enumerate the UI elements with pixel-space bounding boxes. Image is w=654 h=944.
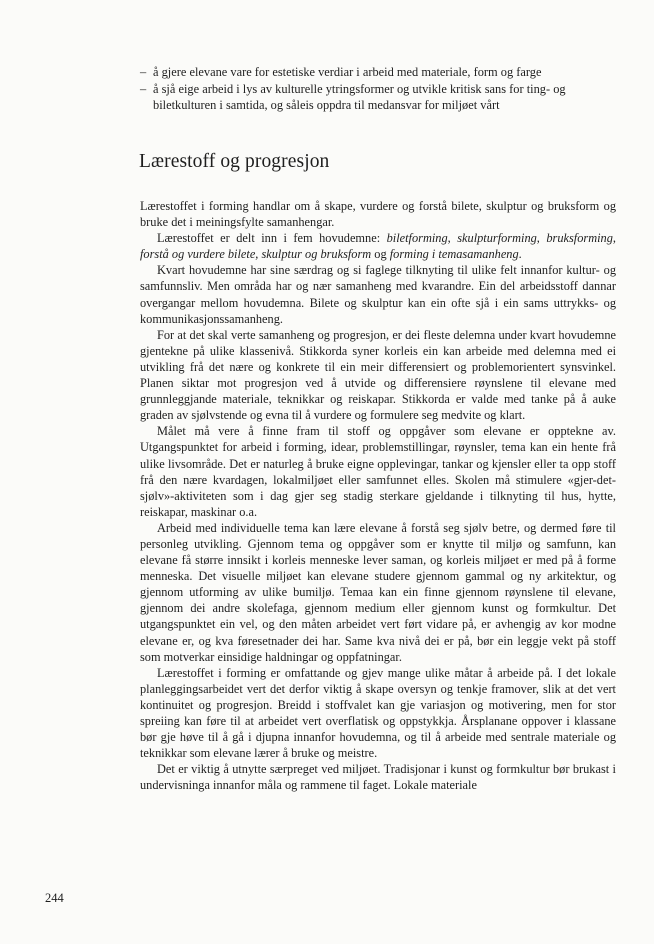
topic-name: biletforming xyxy=(386,231,448,246)
separator: , xyxy=(612,231,616,246)
paragraph xyxy=(140,230,616,262)
bullet-dash: – xyxy=(140,65,147,79)
paragraph: Det er viktig å utnytte særpreget ved miljøet. Tradisjonar i kunst og formkultur bør brukast i undervisninga innanfor måla og rammene til faget. Lokale materiale xyxy=(140,762,616,793)
topic-name: skulpturforming xyxy=(457,231,537,246)
topic-name: forstå og vurdere bilete, skulptur og bruksform xyxy=(140,247,372,262)
paragraph: Lærestoffet i forming er omfattande og gjev mange ulike måtar å arbeide på. I det lokale planleggingsarbeidet vert det derfor viktig å skape oversyn og tenkje framover, slik at det vert kontinuitet og progresjon. Breidd i stoffvalet kan gje variasjon og motivering, men for stor spreiing kan føre til at arbeidet vert overflatisk og oppstykkja. Årsplanane oppover i klassane bør gje høve til å gå i djupna innanfor hovudemna, og til å arbeide med sentrale materiale og teknikkar som elevane lærer å bruke og meistre. xyxy=(140,665,616,761)
bullet-dash: – xyxy=(140,81,147,96)
paragraph: For at det skal verte samanheng og progresjon, er dei fleste delemna under kvart hovudemne gjentekne på ulike klassenivå. Stikkorda syner korleis ein kan arbeide med delemna med ei utvikling frå det nære og konkrete til ein meir differensiert og problemorientert synsvinkel. Planen siktar mot progresjon ved å utvide og differensiere røynslene til elevane med grunnleggjande materiale, teknikkar og reiskapar. Stikkorda er valde med tanke på å auke graden av sjølvstende og evna til å vurdere og formulere seg medvite og klart. xyxy=(140,327,616,423)
list-item xyxy=(140,81,615,114)
topic-name: forming i temasamanheng xyxy=(389,247,519,262)
separator: og xyxy=(371,247,390,262)
paragraph-text: Lærestoffet er delt inn i fem hovudemne: xyxy=(157,231,387,246)
paragraph: Målet må vere å finne fram til stoff og oppgåver som elevane er opptekne av. Utgangspunktet for arbeid i forming, idear, problemstillingar, røynsler, tema kan ein hente frå ulike livsområde. Det er naturleg å bruke eigne opplevingar, tankar og kjensler eller ta opp stoff frå den nære kvardagen, lokalmiljøet eller samfunnet elles. Skolen må stimulere «gjer-det-sjølv»-aktiviteten som i dag gjer seg stadig sterkare gjeldande i tilknyting til hus, hytte, reiskapar, maskinar o.a. xyxy=(140,424,616,519)
list-item-text: å sjå eige arbeid i lys av kulturelle ytringsformer og utvikle kritisk sans for ting- og biletkulturen i samtida, og såleis oppdra til medansvar for miljøet vårt xyxy=(153,81,566,113)
section-body xyxy=(140,198,616,793)
paragraph: Lærestoffet i forming handlar om å skape, vurdere og forstå bilete, skulptur og bruksform og bruke det i meiningsfylte samanhengar. xyxy=(140,199,616,230)
goal-list xyxy=(140,64,615,114)
list-item-text: å gjere elevane vare for estetiske verdiar i arbeid med materiale, form og farge xyxy=(153,65,542,79)
list-item xyxy=(140,64,615,81)
paragraph: Arbeid med individuelle tema kan lære elevane å forstå seg sjølv betre, og dermed føre til personleg utvikling. Gjennom tema og oppgåver som er knytte til miljø og samfunn, kan elevane få større innsikt i korleis menneske lever saman, og korleis miljøet er med på å forme menneska. Det visuelle miljøet kan elevane studere gjennom gammal og ny arkitektur, og gjennom utforming av ulike bumiljø. Temaa kan ein finne gjennom røynslene til elevane, gjennom dei andre skolefaga, gjennom medium eller gjennom kunst og formkultur. Det utgangspunktet ein vel, og den måten arbeidet vert ført vidare på, er avhengig av kor modne elevane er, og kva føresetnader dei har. Same kva nivå dei er på, bør ein leggje vekt på stoff som motverkar einsidige haldningar og oppfatningar. xyxy=(140,520,616,664)
separator: , xyxy=(447,231,458,246)
topic-name: bruksforming xyxy=(546,231,613,246)
separator: , xyxy=(536,231,547,246)
separator: . xyxy=(518,247,522,262)
page-number: 244 xyxy=(45,891,64,905)
section-heading: Lærestoff og progresjon xyxy=(139,151,330,172)
paragraph: Kvart hovudemne har sine særdrag og si faglege tilknyting til ulike felt innanfor kultur- og samfunnsliv. Men områda har og nær samanheng med kvarandre. Ein del arbeidsstoff dannar overgangar mellom hovudemna. Bilete og skulptur kan ein ofte sjå i ein sams uttrykks- og kommunikasjonssamanheng. xyxy=(140,263,616,326)
